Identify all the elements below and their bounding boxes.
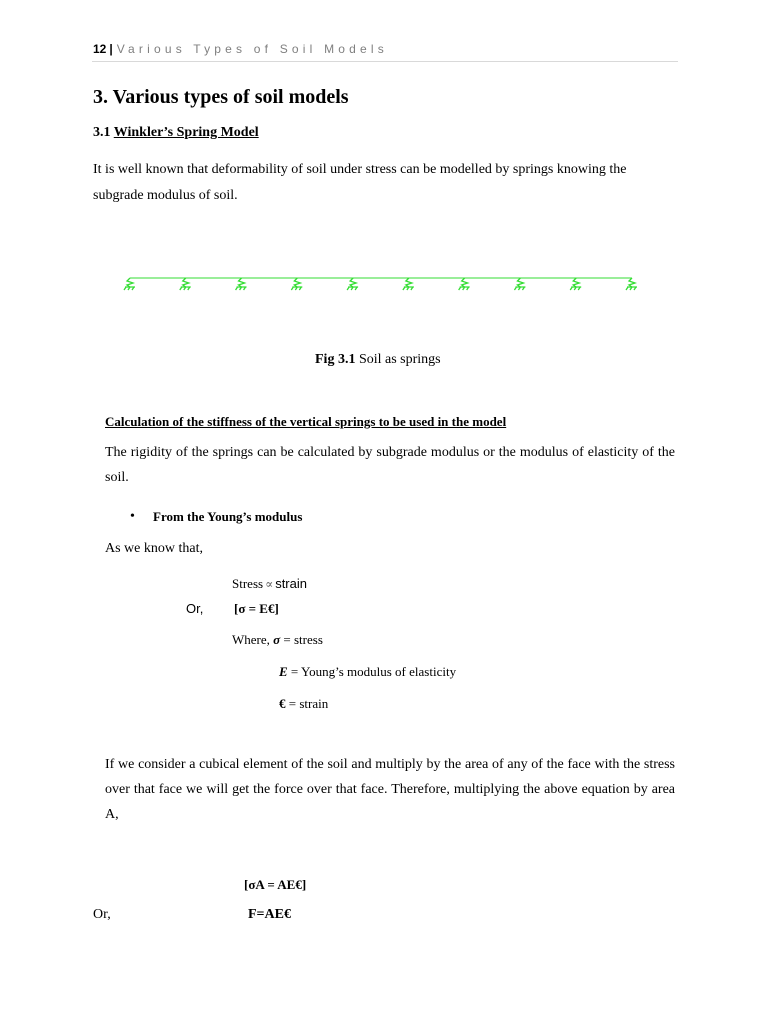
cubical-element-paragraph: If we consider a cubical element of the soil and multiply by the area of any of the face with the stress over that face we will get the force over that face. Therefore, multiplying the above equation by area A, (105, 757, 675, 822)
spring-support (403, 278, 414, 290)
section-title: 3. Various types of soil models (93, 86, 349, 108)
intro-paragraph: It is well known that deformability of soil under stress can be modelled by springs knowing the subgrade modulus of soil. (93, 162, 627, 203)
header-rule (92, 61, 678, 62)
sigma-definition: = stress (280, 632, 323, 647)
page-number: 12 (93, 42, 107, 56)
e-symbol: E (279, 664, 288, 679)
caption-label: Fig 3.1 (315, 352, 356, 367)
spring-support (459, 278, 470, 290)
strain-definition (279, 696, 328, 712)
equation-hooke: [σ = E€] (234, 601, 279, 616)
strain-definition-text: = strain (285, 696, 329, 711)
where-sigma-definition (232, 632, 323, 648)
e-definition-text: = Young’s modulus of elasticity (287, 664, 457, 679)
bullet-young-modulus: From the Young’s modulus (153, 509, 303, 524)
proportional-symbol: ∝ (265, 577, 274, 591)
subsection-heading (93, 125, 259, 141)
caption-text: Soil as springs (355, 352, 441, 367)
e-definition (279, 664, 456, 680)
spring-support (514, 278, 525, 290)
running-title: Various Types of Soil Models (116, 42, 388, 56)
spring-support (570, 278, 581, 290)
rigidity-paragraph: The rigidity of the springs can be calculated by subgrade modulus or the modulus of elasticity of the soil. (105, 445, 675, 485)
strain-word: strain (275, 576, 307, 591)
equation-force: F=AE€ (248, 907, 291, 922)
where-prefix: Where, (232, 632, 274, 647)
calculation-heading: Calculation of the stiffness of the vertical springs to be used in the model (105, 414, 507, 429)
stress-strain-relation (232, 576, 307, 592)
header-separator: | (109, 42, 113, 56)
or-label: Or, (186, 601, 204, 616)
running-header (93, 42, 388, 56)
spring-support (124, 278, 135, 290)
spring-support (347, 278, 358, 290)
subsection-number: 3.1 (93, 125, 114, 140)
stress-word: Stress (232, 576, 264, 591)
spring-support (236, 278, 247, 290)
spring-support (626, 278, 637, 290)
subsection-title: Winkler’s Spring Model (113, 125, 259, 140)
spring-figure (120, 268, 650, 298)
as-we-know-text: As we know that, (105, 541, 203, 556)
strain-symbol: € (279, 696, 286, 711)
figure-caption (315, 352, 441, 368)
spring-support (180, 278, 191, 290)
spring-support (291, 278, 302, 290)
bullet-dot: • (130, 509, 135, 524)
equation-force-area: [σA = AE€] (244, 877, 307, 892)
or-label-2: Or, (93, 907, 111, 922)
sigma-symbol: σ (273, 632, 281, 647)
